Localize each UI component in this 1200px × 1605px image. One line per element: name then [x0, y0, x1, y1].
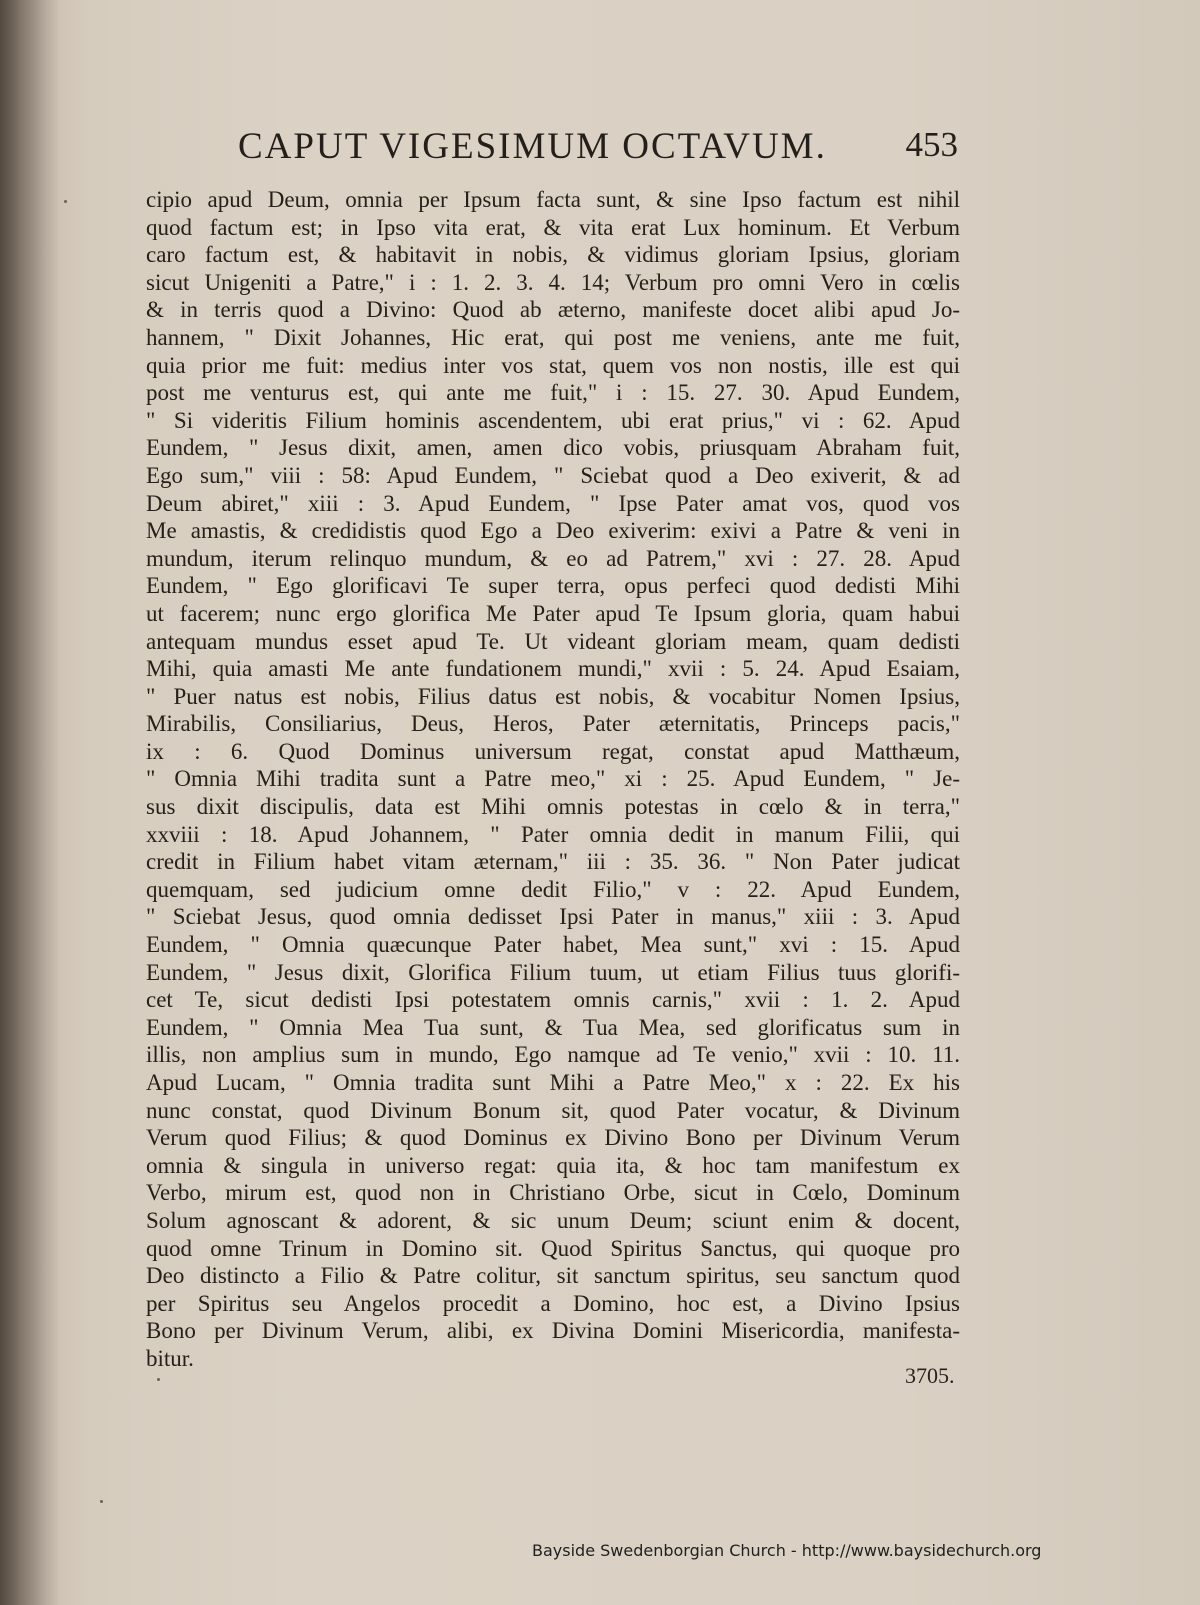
paper-speck	[157, 1378, 160, 1381]
catchword: 3705.	[905, 1363, 955, 1388]
text-line: credit in Filium habet vitam æternam," iii : 35. 36. " Non Pater judicat	[146, 849, 960, 875]
text-line: Eundem, " Omnia Mea Tua sunt, & Tua Mea, sed glorificatus sum in	[146, 1014, 960, 1040]
text-line: quod factum est; in Ipso vita erat, & vita erat Lux hominum. Et Verbum	[146, 214, 960, 240]
text-line: " Si videritis Filium hominis ascendentem, ubi erat prius," vi : 62. Apud	[146, 407, 960, 433]
text-line: omnia & singula in universo regat: quia ita, & hoc tam manifestum ex	[146, 1152, 960, 1178]
text-line: Eundem, " Jesus dixit, Glorifica Filium tuum, ut etiam Filius tuus glorifi-	[146, 959, 960, 985]
text-line: caro factum est, & habitavit in nobis, & vidimus gloriam Ipsius, gloriam	[146, 242, 960, 268]
paper-speck	[64, 200, 67, 203]
page-number: 453	[905, 125, 958, 164]
text-line: " Puer natus est nobis, Filius datus est nobis, & vocabitur Nomen Ipsius,	[146, 683, 960, 709]
text-line: quemquam, sed judicium omne dedit Filio," v : 22. Apud Eundem,	[146, 876, 960, 902]
text-line: ut facerem; nunc ergo glorifica Me Pater apud Te Ipsum gloria, quam habui	[146, 600, 960, 626]
text-line: quod omne Trinum in Domino sit. Quod Spiritus Sanctus, qui quoque pro	[146, 1235, 960, 1261]
text-line: Apud Lucam, " Omnia tradita sunt Mihi a Patre Meo," x : 22. Ex his	[146, 1070, 960, 1095]
paper-speck	[100, 1500, 103, 1503]
spine-shadow	[0, 0, 60, 1605]
text-line: & in terris quod a Divino: Quod ab æterno, manifeste docet alibi apud Jo-	[146, 297, 960, 323]
text-line: ix : 6. Quod Dominus universum regat, constat apud Matthæum,	[146, 738, 960, 764]
text-line: nunc constat, quod Divinum Bonum sit, quod Pater vocatur, & Divinum	[146, 1097, 960, 1123]
text-line: Deum abiret," xiii : 3. Apud Eundem, " Ipse Pater amat vos, quod vos	[146, 490, 960, 516]
text-line: Solum agnoscant & adorent, & sic unum Deum; sciunt enim & docent,	[146, 1207, 960, 1233]
text-line: Verum quod Filius; & quod Dominus ex Divino Bono per Divinum Verum	[146, 1125, 960, 1151]
text-line: mundum, iterum relinquo mundum, & eo ad Patrem," xvi : 27. 28. Apud	[146, 545, 960, 571]
text-line: per Spiritus seu Angelos procedit a Domino, hoc est, a Divino Ipsius	[146, 1290, 960, 1316]
text-line: Eundem, " Omnia quæcunque Pater habet, Mea sunt," xvi : 15. Apud	[146, 932, 960, 958]
text-line: xxviii : 18. Apud Johannem, " Pater omnia dedit in manum Filii, qui	[146, 821, 960, 847]
text-line: quia prior me fuit: medius inter vos stat, quem vos non nostis, ille est qui	[146, 352, 960, 378]
text-line: Ego sum," viii : 58: Apud Eundem, " Sciebat quod a Deo exiverit, & ad	[146, 462, 960, 488]
text-line: Bono per Divinum Verum, alibi, ex Divina Domini Misericordia, manifesta-	[146, 1318, 960, 1344]
text-line: Mirabilis, Consiliarius, Deus, Heros, Pater æternitatis, Princeps pacis,"	[146, 711, 960, 737]
text-line: Deo distincto a Filio & Patre colitur, sit sanctum spiritus, seu sanctum quod	[146, 1263, 960, 1289]
text-line: " Sciebat Jesus, quod omnia dedisset Ipsi Pater in manus," xiii : 3. Apud	[146, 904, 960, 930]
text-line: Eundem, " Jesus dixit, amen, amen dico vobis, priusquam Abraham fuit,	[146, 435, 960, 461]
body-text	[146, 186, 960, 1373]
footer-credit: Bayside Swedenborgian Church - http://www.baysidechurch.org	[532, 1541, 1042, 1560]
text-line: sicut Unigeniti a Patre," i : 1. 2. 3. 4. 14; Verbum pro omni Vero in cœlis	[146, 269, 960, 295]
text-line: cipio apud Deum, omnia per Ipsum facta sunt, & sine Ipso factum est nihil	[146, 187, 960, 212]
text-line: cet Te, sicut dedisti Ipsi potestatem omnis carnis," xvii : 1. 2. Apud	[146, 987, 960, 1013]
text-line: Me amastis, & credidistis quod Ego a Deo exiverim: exivi a Patre & veni in	[146, 518, 960, 544]
text-line: " Omnia Mihi tradita sunt a Patre meo," xi : 25. Apud Eundem, " Je-	[146, 766, 960, 792]
text-line: Eundem, " Ego glorificavi Te super terra, opus perfeci quod dedisti Mihi	[146, 573, 960, 599]
running-head	[238, 125, 958, 175]
running-title: CAPUT VIGESIMUM OCTAVUM.	[238, 126, 827, 167]
text-line: antequam mundus esset apud Te. Ut videant gloriam meam, quam dedisti	[146, 628, 960, 654]
text-line: post me venturus est, qui ante me fuit," i : 15. 27. 30. Apud Eundem,	[146, 380, 960, 406]
text-line: sus dixit discipulis, data est Mihi omnis potestas in cœlo & in terra,"	[146, 794, 960, 820]
text-line: illis, non amplius sum in mundo, Ego namque ad Te venio," xvii : 10. 11.	[146, 1042, 960, 1068]
text-line: hannem, " Dixit Johannes, Hic erat, qui post me veniens, ante me fuit,	[146, 324, 960, 350]
text-line: bitur.	[146, 1345, 194, 1371]
text-line: Verbo, mirum est, quod non in Christiano Orbe, sicut in Cœlo, Dominum	[146, 1180, 960, 1206]
text-line: Mihi, quia amasti Me ante fundationem mundi," xvii : 5. 24. Apud Esaiam,	[146, 656, 960, 682]
